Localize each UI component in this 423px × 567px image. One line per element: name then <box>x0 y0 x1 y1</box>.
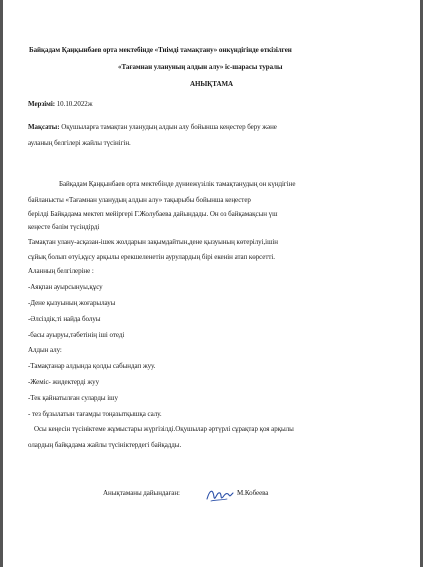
list-item: -Тамақтанар алдында қолды сабындап жуу. <box>28 362 156 370</box>
purpose-line-2: ауланың белгілері жайлы түсінігін. <box>28 139 131 147</box>
purpose-line-1: Оқушыларға тамақтан уланудың алдын алу бойынша кеңестер беру және <box>61 123 277 131</box>
list-item: -Жеміс- жидектерді жуу <box>28 378 100 386</box>
header-line-2: «Тағамнан улануның алдын алу» іс-шарасы туралы <box>118 63 283 71</box>
purpose-label: Мақсаты: <box>28 123 60 131</box>
purpose-row <box>28 123 277 132</box>
date-row <box>28 100 93 109</box>
body-line: кеңесте бəлім түсіндірді <box>28 223 100 231</box>
body-line: олардың байқадама жайлы түсініктердегі байқадды. <box>28 441 182 449</box>
body-line: Алдын алу: <box>28 346 62 354</box>
list-item: -басы ауыруы,тәбетінің іші отеді <box>28 331 125 339</box>
date-label: Мерзімі: <box>28 100 56 108</box>
signature-name: М.Кобеева <box>237 489 269 497</box>
body-line: берілді Байқадама мектеп мейіргері Г.Жолубаева дайындады. Он оз байқамақсын үш <box>28 210 278 218</box>
signature-label: Анықтаманы дайындаған: <box>103 489 180 497</box>
handwritten-signature <box>205 485 235 505</box>
body-line: Тамақтан улану-асқазан-ішек жолдарын зақымдайтын,дене қызуының көтерілуі,ішін <box>28 238 279 246</box>
body-line: байланысты «Тағамнан уланудың алдын алу» тақырыбы бойынша кеңестер <box>28 196 251 204</box>
document-title: АНЫҚТАМА <box>189 80 234 88</box>
list-item: -Әлсіздік,ті найда болуы <box>28 315 101 323</box>
list-item: -Аяқпан ауырсынуы,құсу <box>28 283 103 291</box>
body-line: сұйық болып өтуі,құсу арқылы ерекшеленетін аурулардың бірі екенін атап көрсетті. <box>28 253 275 261</box>
list-item: - тез бұзылатын тағамды тоңазытқышқа салу. <box>28 410 162 418</box>
body-line: Аланның белгілерiне : <box>28 267 94 275</box>
list-item: -Дене қызуының жоғарылауы <box>28 299 116 307</box>
body-line: Осы кеңесін түсініктеме жұмыстары жүргізілді.Оқушылар әртүрлі сұрақтар қоя арқылы <box>34 425 294 433</box>
header-line-1: Байқадам Қаңқынбаев орта мектебінде «Тиімді тамақтану» онкүндігінде өткізілген <box>29 46 292 54</box>
body-line: Байқадам Қаңқынбаев орта мектебінде дүниежүзілік тамақтанудың он күндігіне <box>59 180 296 188</box>
date-value: 10.10.2022ж <box>56 100 93 108</box>
list-item: -Тек қайнатылған суларды ішу <box>28 394 118 402</box>
